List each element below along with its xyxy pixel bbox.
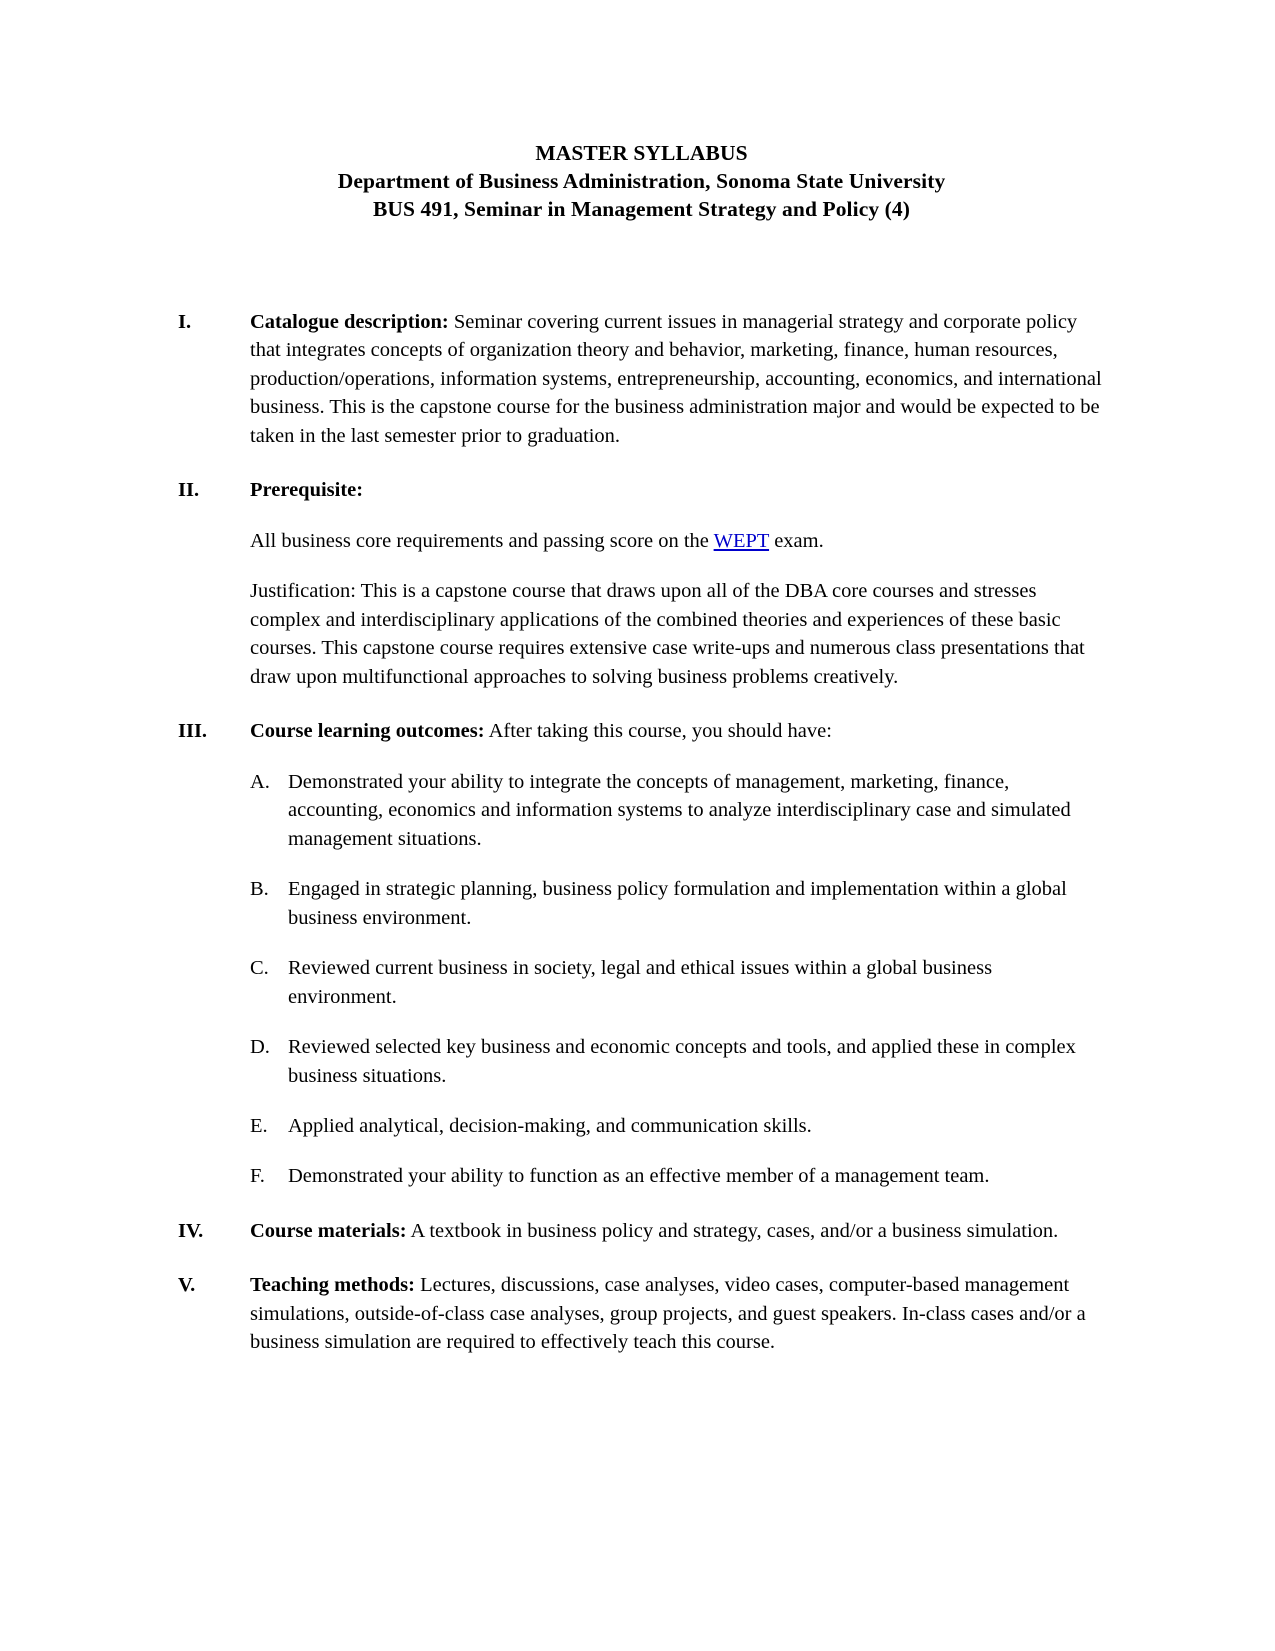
list-item <box>250 1033 1105 1090</box>
outcome-letter-f: F. <box>250 1165 265 1188</box>
section-numeral-iii: III. <box>178 720 208 743</box>
section-numeral-iv: IV. <box>178 1219 204 1242</box>
list-item <box>250 875 1105 932</box>
wept-link[interactable]: WEPT <box>713 529 770 552</box>
section-body-iii <box>250 717 1105 1191</box>
section-numeral-v: V. <box>178 1274 196 1297</box>
outcome-letter-c: C. <box>250 957 269 980</box>
section-heading-outcomes-row <box>250 717 1105 745</box>
outcome-text-c: Reviewed current business in society, legal and ethical issues within a global business environment. <box>288 957 993 1008</box>
section-teaching-methods <box>178 1271 1105 1356</box>
section-heading-course-learning-outcomes: Course learning outcomes: <box>250 720 485 743</box>
section-numeral-i: I. <box>178 310 192 333</box>
section-numeral-ii: II. <box>178 479 200 502</box>
outcome-letter-e: E. <box>250 1114 268 1137</box>
document-header <box>178 140 1105 224</box>
outcome-text-f: Demonstrated your ability to function as an effective member of a management team. <box>288 1165 990 1188</box>
section-course-learning-outcomes <box>178 717 1105 1191</box>
prerequisite-text-before-link: All business core requirements and passing score on the <box>250 529 714 552</box>
section-text-catalogue-description: Seminar covering current issues in managerial strategy and corporate policy that integrates concepts of organization theory and behavior, marketing, finance, human resources, production/operations, information systems, entrepreneurship, accounting, economics, and international business. This is the capstone course for the business administration major and would be expected to be taken in the last semester prior to graduation. <box>250 310 1102 447</box>
section-body-iv <box>250 1217 1105 1245</box>
outcomes-list <box>250 768 1105 1191</box>
section-catalogue-description <box>178 308 1105 450</box>
prerequisite-text-after-link: exam. <box>769 529 824 552</box>
header-title: MASTER SYLLABUS <box>535 141 748 165</box>
section-body-ii <box>250 476 1105 691</box>
outcome-text-d: Reviewed selected key business and economic concepts and tools, and applied these in complex business situations. <box>288 1036 1076 1087</box>
section-body-v <box>250 1271 1105 1356</box>
section-heading-teaching-methods: Teaching methods: <box>250 1274 415 1297</box>
header-department: Department of Business Administration, Sonoma State University <box>337 168 946 193</box>
section-heading-prerequisite-row <box>250 476 1105 504</box>
list-item <box>250 1112 1105 1140</box>
outcome-letter-b: B. <box>250 878 269 901</box>
section-heading-catalogue-description: Catalogue description: <box>250 310 449 333</box>
section-body-i <box>250 308 1105 450</box>
section-prerequisite <box>178 476 1105 691</box>
outcome-letter-d: D. <box>250 1036 270 1059</box>
section-heading-prerequisite: Prerequisite: <box>250 479 364 502</box>
list-item <box>250 954 1105 1011</box>
prerequisite-requirement-paragraph <box>250 527 1105 555</box>
section-heading-course-materials: Course materials: <box>250 1219 407 1242</box>
prerequisite-justification-paragraph: Justification: This is a capstone course that draws upon all of the DBA core courses and stresses complex and interdisciplinary applications of the combined theories and experiences of these basic courses. This capstone course requires extensive case write-ups and numerous class presentations that draw upon multifunctional approaches to solving business problems creatively. <box>250 580 1085 688</box>
list-item <box>250 768 1105 853</box>
outcome-letter-a: A. <box>250 770 270 793</box>
outcome-text-b: Engaged in strategic planning, business policy formulation and implementation within a global business environment. <box>288 878 1067 929</box>
list-item <box>250 1162 1105 1190</box>
header-spacer <box>178 224 1105 308</box>
outcome-text-a: Demonstrated your ability to integrate the concepts of management, marketing, finance, accounting, economics and information systems to analyze interdisciplinary case and simulated management situations. <box>288 770 1071 850</box>
section-text-course-learning-outcomes: After taking this course, you should have: <box>484 720 832 743</box>
section-text-teaching-methods: Lectures, discussions, case analyses, video cases, computer-based management simulations, outside-of-class case analyses, group projects, and guest speakers. In-class cases and/or a business simulation are required to effectively teach this course. <box>250 1274 1086 1354</box>
header-course: BUS 491, Seminar in Management Strategy and Policy (4) <box>372 196 911 221</box>
outcome-text-e: Applied analytical, decision-making, and communication skills. <box>288 1114 812 1137</box>
section-text-course-materials: A textbook in business policy and strategy, cases, and/or a business simulation. <box>406 1219 1059 1242</box>
section-course-materials <box>178 1217 1105 1245</box>
